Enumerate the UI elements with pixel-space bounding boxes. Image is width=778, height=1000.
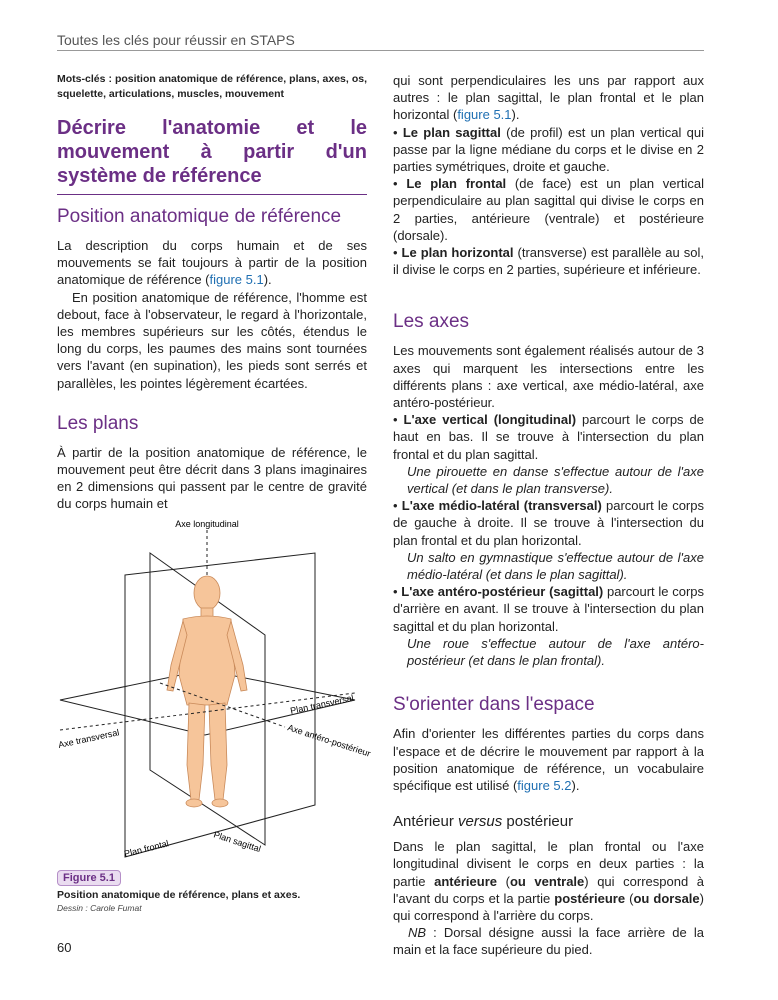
paragraph: En position anatomique de référence, l'homme est debout, face à l'observateur, le regard à l'horizontale, les membres supérieurs sur les côtés, étendus le long du corps, les paumes des mains sont tournées vers l'avant (en supination), les pieds sont serrés et parallèles, les pointes légèrement écartées.	[57, 289, 367, 391]
label-axe-longitudinal: Axe longitudinal	[175, 519, 239, 529]
section-title-axes: Les axes	[393, 311, 470, 333]
term: L'axe antéro-postérieur (sagittal)	[401, 584, 604, 600]
paragraph: À partir de la position anatomique de référence, le mouvement peut être décrit dans 3 plans imaginaires en 2 dimensions qui passent par le centre de gravité du corps humain et	[57, 444, 367, 512]
term: Le plan horizontal	[401, 245, 514, 261]
label-plan-sagittal: Plan sagittal	[212, 829, 263, 855]
label-plan-frontal: Plan frontal	[123, 838, 170, 859]
text: ).	[263, 272, 272, 288]
example: Une roue s'effectue autour de l'axe antéro-postérieur (et dans le plan frontal).	[407, 635, 704, 669]
page-number: 60	[57, 940, 72, 955]
bullet-axe-antero-posterieur: • L'axe antéro-postérieur (sagittal) parcourt le corps d'arrière en avant. Il se trouve à l'intersection du plan sagittal et du plan horizontal.	[393, 584, 705, 634]
term: Le plan frontal	[406, 176, 507, 192]
bullet-axe-vertical: • L'axe vertical (longitudinal) parcourt le corps de haut en bas. Il se trouve à l'intersection du plan frontal et du plan sagittal.	[393, 412, 704, 462]
label-plan-transversal: Plan transversal	[289, 692, 355, 716]
text: postérieur	[502, 813, 574, 831]
text: versus	[458, 813, 503, 831]
text: (de face) est un plan vertical perpendiculaire au plan sagittal qui divise le corps en 2 parties, antérieure (ventrale) et postérieure (dorsale).	[393, 176, 704, 243]
example: Un salto en gymnastique s'effectue autour de l'axe médio-latéral (et dans le plan sagittal).	[407, 549, 704, 583]
text: (de profil) est un plan vertical qui passe par la ligne médiane du corps et le divise en 2 parties symétriques, droite et gauche.	[393, 124, 705, 175]
paragraph: Dans le plan sagittal, le plan frontal ou l'axe longitudinal divisent le corps en deux parties : la partie antérieure (ou ventrale) qui correspond à l'avant du corps et la partie postérieure (ou dorsale) qui correspond à l'arrière du corps.	[393, 839, 705, 923]
text: La description du corps humain et de ses mouvements se fait toujours à partir de la position anatomique de référence (	[57, 238, 367, 288]
paragraph	[57, 237, 367, 289]
paragraph: Les mouvements sont également réalisés autour de 3 axes qui marquent les intersections entre les différents plans : axe vertical, axe médio-latéral, axe antéro-postérieur.	[393, 343, 704, 411]
figure-link[interactable]: figure 5.2	[517, 777, 572, 793]
text: Afin d'orienter les différentes parties du corps dans l'espace et de décrire le mouvement par rapport à la position anatomique de référence, un vocabulaire spécifique est utilisé (	[393, 726, 704, 793]
bullet-plan-horizontal: • Le plan horizontal (transverse) est parallèle au sol, il divise le corps en 2 parties, supérieure et inférieure.	[393, 245, 704, 278]
section-title-position: Position anatomique de référence	[57, 206, 342, 227]
paragraph-continued: qui sont perpendiculaires les uns par rapport aux autres : le plan sagittal, le plan frontal et le plan horizontal (figure 5.1).	[393, 73, 704, 123]
figure-label: Figure 5.1	[57, 870, 121, 886]
label-axe-transversal: Axe transversal	[57, 727, 121, 750]
subsection-title	[393, 812, 704, 832]
text: parcourt le corps d'arrière en avant. Il se trouve à l'intersection du plan sagittal et du plan horizontal.	[393, 584, 705, 634]
bullet-plan-frontal: • Le plan frontal (de face) est un plan vertical perpendiculaire au plan sagittal qui divise le corps en 2 parties, antérieure (ventrale) et postérieure (dorsale).	[393, 176, 704, 243]
figure-credit: Dessin : Carole Fumat	[57, 903, 142, 913]
text: ).	[571, 777, 580, 793]
bullet-plan-sagittal: • Le plan sagittal (de profil) est un plan vertical qui passe par la ligne médiane du corps et le divise en 2 parties symétriques, droite et gauche.	[393, 124, 705, 175]
left-column	[57, 72, 367, 513]
section-title-plans: Les plans	[57, 412, 139, 434]
running-head: Toutes les clés pour réussir en STAPS	[57, 32, 295, 48]
figure-link[interactable]: figure 5.1	[209, 272, 264, 288]
right-column	[393, 72, 704, 959]
term: Le plan sagittal	[402, 124, 501, 140]
term: L'axe médio-latéral (transversal)	[401, 498, 602, 514]
figure-caption: Position anatomique de référence, plans et axes.	[57, 889, 301, 901]
text: (transverse) est parallèle au sol, il divise le corps en 2 parties, supérieure et inférieure.	[393, 245, 704, 278]
human-figure	[167, 576, 247, 807]
text: parcourt le corps de gauche à droite. Il se trouve à l'intersection du plan frontal et du plan horizontal.	[393, 498, 704, 548]
keywords: Mots-clés : position anatomique de référence, plans, axes, os, squelette, articulations, muscles, mouvement	[57, 73, 367, 100]
anatomy-figure	[55, 515, 375, 865]
label-axe-antero: Axe antéro-postérieur	[286, 722, 372, 759]
figure-link[interactable]: figure 5.1	[457, 107, 512, 123]
text: Antérieur	[393, 813, 459, 831]
term: L'axe vertical (longitudinal)	[403, 412, 577, 428]
chapter-title: Décrire l'anatomie et le mouvement à partir d'un système de référence	[57, 116, 367, 195]
paragraph	[393, 725, 704, 794]
text: parcourt le corps de haut en bas. Il se trouve à l'intersection du plan frontal et du plan sagittal.	[393, 412, 704, 462]
section-title-orienter: S'orienter dans l'espace	[393, 694, 595, 716]
bullet-axe-medio-lateral: • L'axe médio-latéral (transversal) parcourt le corps de gauche à droite. Il se trouve à l'intersection du plan frontal et du plan horizontal.	[393, 498, 704, 548]
header-rule	[57, 50, 704, 51]
nb-paragraph: NB : Dorsal désigne aussi la face arrière de la main et la face supérieure du pied.	[393, 925, 704, 958]
example: Une pirouette en danse s'effectue autour de l'axe vertical (et dans le plan transverse).	[407, 463, 704, 497]
